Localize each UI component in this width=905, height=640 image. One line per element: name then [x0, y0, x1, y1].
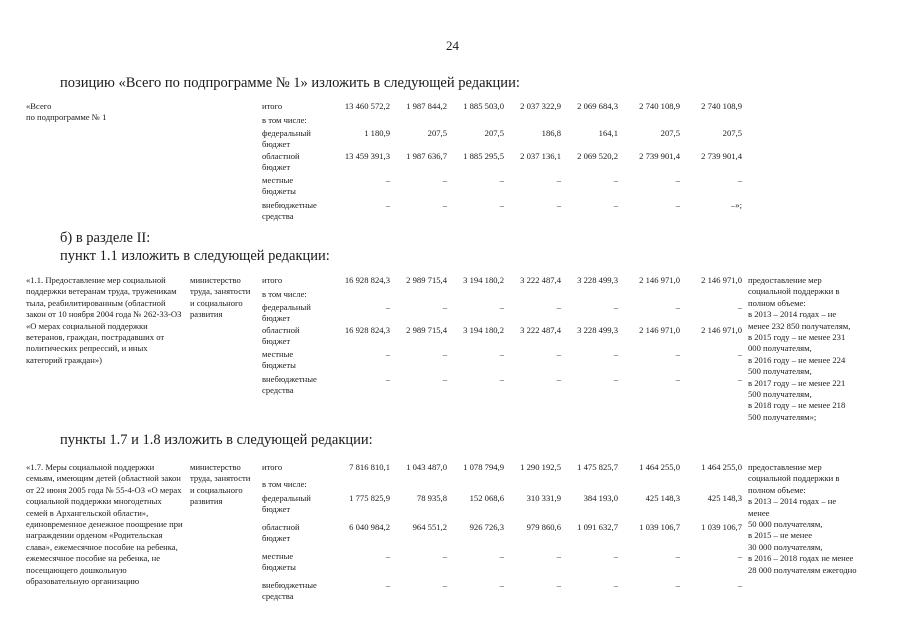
- value-cell: –: [737, 580, 742, 590]
- value-cell: 1 043 487,0: [406, 462, 447, 472]
- value-cell: 1 180,9: [364, 128, 390, 138]
- value-cell: 1 290 192,5: [520, 462, 561, 472]
- value-cell: –: [499, 580, 504, 590]
- value-cell: –: [442, 200, 447, 210]
- value-cell: 979 860,6: [526, 522, 561, 532]
- value-cell: 2 146 971,0: [701, 325, 742, 335]
- value-cell: –: [499, 302, 504, 312]
- value-cell: 1 091 632,7: [577, 522, 618, 532]
- value-cell: –: [499, 551, 504, 561]
- value-cell: –: [613, 302, 618, 312]
- value-cell: –: [737, 175, 742, 185]
- value-cell: 2 037 136,1: [520, 151, 561, 161]
- value-cell: 6 040 984,2: [349, 522, 390, 532]
- row-label: итого: [262, 275, 283, 285]
- item-1-1-description: «1.1. Предоставление мер социальной поддержки ветеранам труда, труженикам тыла, реабилитированным (областной закон от 10 ноября 2004 года № 262-33-ОЗ «О мерах социальной поддержки ветеранов, граждан, пострадавших от политических репрессий, и иных категорий граждан»): [26, 275, 182, 365]
- value-cell: 1 464 255,0: [701, 462, 742, 472]
- value-cell: –: [675, 374, 680, 384]
- value-cell: –: [675, 302, 680, 312]
- value-cell: 1 775 825,9: [349, 493, 390, 503]
- value-cell: –: [556, 349, 561, 359]
- value-cell: 1 987 844,2: [406, 101, 447, 111]
- value-cell: 1 885 295,5: [463, 151, 504, 161]
- row-label: федеральный бюджет: [262, 302, 311, 324]
- value-cell: 16 928 824,3: [344, 275, 390, 285]
- value-cell: –: [556, 175, 561, 185]
- total-description: «Всего по подпрограмме № 1: [26, 101, 107, 123]
- instruction-section-2: б) в разделе II:: [60, 230, 151, 246]
- value-cell: –: [613, 551, 618, 561]
- row-label: местные бюджеты: [262, 349, 296, 371]
- row-label: внебюджетные средства: [262, 374, 317, 396]
- value-cell: 186,8: [541, 128, 561, 138]
- value-cell: 78 935,8: [416, 493, 447, 503]
- row-label: федеральный бюджет: [262, 493, 311, 515]
- value-cell: 7 816 810,1: [349, 462, 390, 472]
- value-cell: –: [385, 374, 390, 384]
- value-cell: –: [442, 580, 447, 590]
- value-cell: –: [385, 349, 390, 359]
- value-cell: –: [675, 551, 680, 561]
- value-cell: 3 222 487,4: [520, 275, 561, 285]
- value-cell: 152 068,6: [469, 493, 504, 503]
- value-cell: 2 037 322,9: [520, 101, 561, 111]
- value-cell: –»;: [731, 200, 742, 210]
- value-cell: 926 726,3: [469, 522, 504, 532]
- row-label: в том числе:: [262, 289, 307, 299]
- value-cell: –: [556, 551, 561, 561]
- value-cell: –: [613, 374, 618, 384]
- value-cell: –: [442, 302, 447, 312]
- row-label: внебюджетные средства: [262, 200, 317, 222]
- value-cell: 3 228 499,3: [577, 275, 618, 285]
- value-cell: 2 740 108,9: [639, 101, 680, 111]
- value-cell: 3 194 180,2: [463, 275, 504, 285]
- value-cell: 2 069 684,3: [577, 101, 618, 111]
- value-cell: 1 475 825,7: [577, 462, 618, 472]
- page-number: 24: [446, 38, 459, 53]
- value-cell: –: [613, 349, 618, 359]
- row-label: в том числе:: [262, 115, 307, 125]
- instruction-item-1-1: пункт 1.1 изложить в следующей редакции:: [60, 248, 330, 264]
- row-label: внебюджетные средства: [262, 580, 317, 602]
- value-cell: –: [499, 349, 504, 359]
- value-cell: 1 464 255,0: [639, 462, 680, 472]
- value-cell: 2 146 971,0: [639, 275, 680, 285]
- value-cell: –: [499, 175, 504, 185]
- value-cell: 207,5: [722, 128, 742, 138]
- value-cell: –: [556, 580, 561, 590]
- instruction-items-1-7-1-8: пункты 1.7 и 1.8 изложить в следующей редакции:: [60, 432, 373, 448]
- value-cell: 3 222 487,4: [520, 325, 561, 335]
- item-1-7-executor: министерство труда, занятости и социального развития: [190, 462, 251, 507]
- value-cell: –: [556, 374, 561, 384]
- row-label: областной бюджет: [262, 522, 300, 544]
- value-cell: 2 989 715,4: [406, 325, 447, 335]
- value-cell: –: [675, 349, 680, 359]
- value-cell: 1 078 794,9: [463, 462, 504, 472]
- value-cell: –: [385, 580, 390, 590]
- value-cell: –: [442, 175, 447, 185]
- value-cell: 1 987 636,7: [406, 151, 447, 161]
- value-cell: –: [675, 175, 680, 185]
- value-cell: –: [499, 374, 504, 384]
- row-label: федеральный бюджет: [262, 128, 311, 150]
- value-cell: –: [737, 374, 742, 384]
- value-cell: 964 551,2: [412, 522, 447, 532]
- value-cell: –: [385, 175, 390, 185]
- value-cell: –: [385, 551, 390, 561]
- value-cell: 2 989 715,4: [406, 275, 447, 285]
- value-cell: 1 039 106,7: [639, 522, 680, 532]
- value-cell: –: [556, 200, 561, 210]
- value-cell: –: [385, 200, 390, 210]
- value-cell: –: [442, 551, 447, 561]
- value-cell: 2 739 901,4: [701, 151, 742, 161]
- row-label: итого: [262, 462, 283, 472]
- value-cell: 2 739 901,4: [639, 151, 680, 161]
- value-cell: 310 331,9: [526, 493, 561, 503]
- value-cell: –: [613, 175, 618, 185]
- value-cell: 2 740 108,9: [701, 101, 742, 111]
- item-1-7-description: «1.7. Меры социальной поддержки семьям, имеющим детей (областной закон от 22 июня 2005 года № 55-4-ОЗ «О мерах социальной поддержки многодетных семей в Архангельской области», единовременное денежное поощрение при награждении орденом «Родительская слава», ежемесячное пособие на ребенка, ежемесячное пособие на ребенка, не посещающего дошкольную образовательную организацию: [26, 462, 183, 587]
- value-cell: –: [737, 349, 742, 359]
- value-cell: –: [737, 302, 742, 312]
- row-label: итого: [262, 101, 283, 111]
- value-cell: 13 460 572,2: [344, 101, 390, 111]
- value-cell: 207,5: [484, 128, 504, 138]
- value-cell: –: [613, 200, 618, 210]
- row-label: местные бюджеты: [262, 175, 296, 197]
- row-label: в том числе:: [262, 479, 307, 489]
- value-cell: 13 459 391,3: [344, 151, 390, 161]
- value-cell: 3 228 499,3: [577, 325, 618, 335]
- value-cell: 1 039 106,7: [701, 522, 742, 532]
- value-cell: 1 885 503,0: [463, 101, 504, 111]
- value-cell: –: [675, 580, 680, 590]
- value-cell: –: [385, 302, 390, 312]
- value-cell: –: [556, 302, 561, 312]
- value-cell: 384 193,0: [583, 493, 618, 503]
- item-1-1-executor: министерство труда, занятости и социального развития: [190, 275, 251, 320]
- value-cell: 207,5: [427, 128, 447, 138]
- value-cell: 2 146 971,0: [701, 275, 742, 285]
- value-cell: –: [613, 580, 618, 590]
- value-cell: 425 148,3: [707, 493, 742, 503]
- row-label: областной бюджет: [262, 151, 300, 173]
- value-cell: 2 146 971,0: [639, 325, 680, 335]
- value-cell: 164,1: [598, 128, 618, 138]
- item-1-1-result: предоставление мер социальной поддержки в полном объеме: в 2013 – 2014 годах – не менее 232 850 получателям, в 2015 году – не менее 231 000 получателям, в 2016 году – не менее 224 500 получателям, в 2017 году – не менее 221 500 получателям, в 2018 году – не менее 218 500 получателям»;: [748, 275, 851, 422]
- value-cell: –: [442, 374, 447, 384]
- value-cell: 425 148,3: [645, 493, 680, 503]
- row-label: областной бюджет: [262, 325, 300, 347]
- value-cell: –: [442, 349, 447, 359]
- value-cell: 16 928 824,3: [344, 325, 390, 335]
- value-cell: 3 194 180,2: [463, 325, 504, 335]
- item-1-7-result: предоставление мер социальной поддержки в полном объеме: в 2013 – 2014 годах – не менее 50 000 получателям, в 2015 – не менее 30 000 получателям, в 2016 – 2018 годах не менее 28 000 получателям ежегодно: [748, 462, 857, 575]
- value-cell: –: [737, 551, 742, 561]
- row-label: местные бюджеты: [262, 551, 296, 573]
- instruction-total: позицию «Всего по подпрограмме № 1» изложить в следующей редакции:: [60, 75, 520, 91]
- value-cell: 207,5: [660, 128, 680, 138]
- value-cell: –: [675, 200, 680, 210]
- value-cell: –: [499, 200, 504, 210]
- value-cell: 2 069 520,2: [577, 151, 618, 161]
